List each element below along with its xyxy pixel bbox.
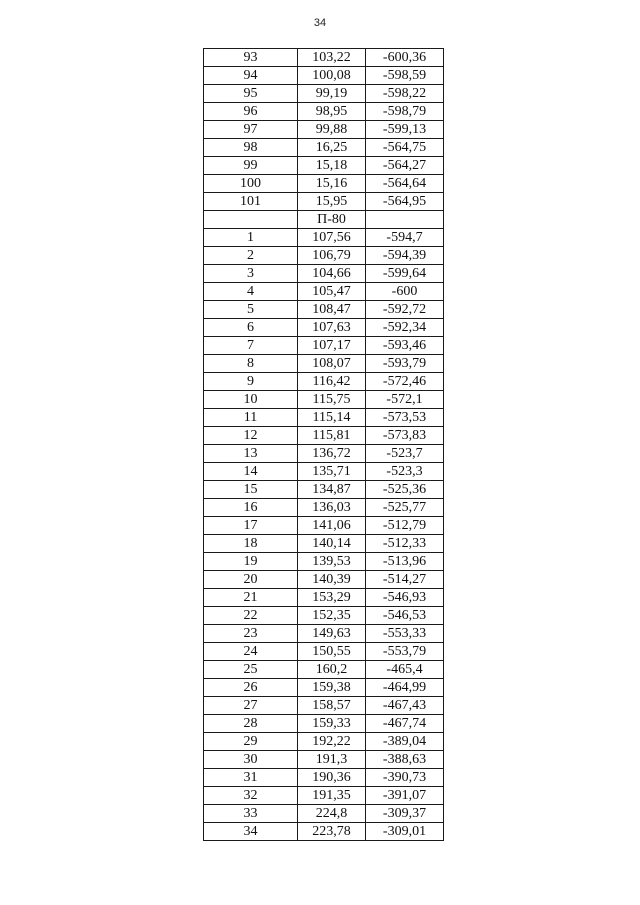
x-coordinate-cell: 107,56 xyxy=(298,229,366,247)
y-coordinate-cell: -594,39 xyxy=(366,247,444,265)
y-coordinate-cell: -564,95 xyxy=(366,193,444,211)
page-number: 34 xyxy=(313,17,327,29)
table-row xyxy=(204,499,444,517)
point-number-cell: 5 xyxy=(204,301,298,319)
y-coordinate-cell: -389,04 xyxy=(366,733,444,751)
point-number-cell: 12 xyxy=(204,427,298,445)
y-coordinate-cell: -599,13 xyxy=(366,121,444,139)
table-row xyxy=(204,805,444,823)
table-row xyxy=(204,769,444,787)
x-coordinate-cell: 160,2 xyxy=(298,661,366,679)
y-coordinate-cell: -573,53 xyxy=(366,409,444,427)
table-row xyxy=(204,481,444,499)
point-number-cell: 8 xyxy=(204,355,298,373)
x-coordinate-cell: 103,22 xyxy=(298,49,366,67)
y-coordinate-cell: -592,72 xyxy=(366,301,444,319)
y-coordinate-cell: -592,34 xyxy=(366,319,444,337)
x-coordinate-cell: 16,25 xyxy=(298,139,366,157)
x-coordinate-cell: 159,33 xyxy=(298,715,366,733)
y-coordinate-cell: -598,22 xyxy=(366,85,444,103)
table-row xyxy=(204,697,444,715)
x-coordinate-cell: 192,22 xyxy=(298,733,366,751)
x-coordinate-cell: 99,88 xyxy=(298,121,366,139)
table-row xyxy=(204,229,444,247)
table-row xyxy=(204,193,444,211)
y-coordinate-cell: -391,07 xyxy=(366,787,444,805)
table-row xyxy=(204,121,444,139)
table-row xyxy=(204,661,444,679)
point-number-cell: 95 xyxy=(204,85,298,103)
y-coordinate-cell: -572,1 xyxy=(366,391,444,409)
point-number-cell: 93 xyxy=(204,49,298,67)
table-row xyxy=(204,751,444,769)
y-coordinate-cell: -514,27 xyxy=(366,571,444,589)
coordinates-table-body xyxy=(204,49,444,841)
x-coordinate-cell: 223,78 xyxy=(298,823,366,841)
table-row xyxy=(204,67,444,85)
x-coordinate-cell: 99,19 xyxy=(298,85,366,103)
y-coordinate-cell: -593,46 xyxy=(366,337,444,355)
x-coordinate-cell: 139,53 xyxy=(298,553,366,571)
y-coordinate-cell: -553,79 xyxy=(366,643,444,661)
y-coordinate-cell: -467,43 xyxy=(366,697,444,715)
table-row xyxy=(204,103,444,121)
table-row xyxy=(204,427,444,445)
coordinates-table xyxy=(203,48,444,841)
x-coordinate-cell: 116,42 xyxy=(298,373,366,391)
y-coordinate-cell: -512,79 xyxy=(366,517,444,535)
section-header-blank-cell xyxy=(366,211,444,229)
x-coordinate-cell: 224,8 xyxy=(298,805,366,823)
x-coordinate-cell: 108,07 xyxy=(298,355,366,373)
x-coordinate-cell: 140,39 xyxy=(298,571,366,589)
point-number-cell: 29 xyxy=(204,733,298,751)
x-coordinate-cell: 140,14 xyxy=(298,535,366,553)
point-number-cell: 96 xyxy=(204,103,298,121)
table-row xyxy=(204,247,444,265)
point-number-cell: 27 xyxy=(204,697,298,715)
point-number-cell: 13 xyxy=(204,445,298,463)
table-row xyxy=(204,49,444,67)
point-number-cell: 23 xyxy=(204,625,298,643)
y-coordinate-cell: -598,79 xyxy=(366,103,444,121)
point-number-cell: 28 xyxy=(204,715,298,733)
section-header-row xyxy=(204,211,444,229)
point-number-cell: 99 xyxy=(204,157,298,175)
point-number-cell: 2 xyxy=(204,247,298,265)
y-coordinate-cell: -525,36 xyxy=(366,481,444,499)
table-row xyxy=(204,625,444,643)
table-row xyxy=(204,787,444,805)
y-coordinate-cell: -599,64 xyxy=(366,265,444,283)
x-coordinate-cell: 136,72 xyxy=(298,445,366,463)
point-number-cell: 18 xyxy=(204,535,298,553)
x-coordinate-cell: 134,87 xyxy=(298,481,366,499)
point-number-cell: 4 xyxy=(204,283,298,301)
x-coordinate-cell: 152,35 xyxy=(298,607,366,625)
point-number-cell: 6 xyxy=(204,319,298,337)
y-coordinate-cell: -390,73 xyxy=(366,769,444,787)
table-row xyxy=(204,337,444,355)
point-number-cell: 30 xyxy=(204,751,298,769)
y-coordinate-cell: -464,99 xyxy=(366,679,444,697)
x-coordinate-cell: 135,71 xyxy=(298,463,366,481)
y-coordinate-cell: -546,53 xyxy=(366,607,444,625)
point-number-cell: 100 xyxy=(204,175,298,193)
x-coordinate-cell: 150,55 xyxy=(298,643,366,661)
table-row xyxy=(204,265,444,283)
y-coordinate-cell: -546,93 xyxy=(366,589,444,607)
x-coordinate-cell: 191,35 xyxy=(298,787,366,805)
x-coordinate-cell: 115,14 xyxy=(298,409,366,427)
x-coordinate-cell: 136,03 xyxy=(298,499,366,517)
table-row xyxy=(204,319,444,337)
table-row xyxy=(204,301,444,319)
table-row xyxy=(204,283,444,301)
x-coordinate-cell: 115,75 xyxy=(298,391,366,409)
point-number-cell: 26 xyxy=(204,679,298,697)
table-row xyxy=(204,355,444,373)
y-coordinate-cell: -564,27 xyxy=(366,157,444,175)
x-coordinate-cell: 190,36 xyxy=(298,769,366,787)
point-number-cell: 21 xyxy=(204,589,298,607)
table-row xyxy=(204,715,444,733)
point-number-cell: 20 xyxy=(204,571,298,589)
point-number-cell: 17 xyxy=(204,517,298,535)
x-coordinate-cell: 159,38 xyxy=(298,679,366,697)
table-row xyxy=(204,571,444,589)
point-number-cell: 33 xyxy=(204,805,298,823)
y-coordinate-cell: -523,3 xyxy=(366,463,444,481)
x-coordinate-cell: 98,95 xyxy=(298,103,366,121)
point-number-cell: 10 xyxy=(204,391,298,409)
point-number-cell: 101 xyxy=(204,193,298,211)
table-row xyxy=(204,139,444,157)
table-row xyxy=(204,679,444,697)
point-number-cell: 11 xyxy=(204,409,298,427)
point-number-cell: 32 xyxy=(204,787,298,805)
y-coordinate-cell: -598,59 xyxy=(366,67,444,85)
point-number-cell: 25 xyxy=(204,661,298,679)
y-coordinate-cell: -572,46 xyxy=(366,373,444,391)
table-row xyxy=(204,589,444,607)
table-row xyxy=(204,175,444,193)
point-number-cell: 24 xyxy=(204,643,298,661)
y-coordinate-cell: -523,7 xyxy=(366,445,444,463)
point-number-cell: 14 xyxy=(204,463,298,481)
point-number-cell: 98 xyxy=(204,139,298,157)
point-number-cell: 19 xyxy=(204,553,298,571)
table-row xyxy=(204,607,444,625)
point-number-cell: 15 xyxy=(204,481,298,499)
y-coordinate-cell: -573,83 xyxy=(366,427,444,445)
point-number-cell: 31 xyxy=(204,769,298,787)
y-coordinate-cell: -467,74 xyxy=(366,715,444,733)
x-coordinate-cell: 115,81 xyxy=(298,427,366,445)
table-row xyxy=(204,409,444,427)
point-number-cell: 1 xyxy=(204,229,298,247)
y-coordinate-cell: -388,63 xyxy=(366,751,444,769)
x-coordinate-cell: 149,63 xyxy=(298,625,366,643)
table-row xyxy=(204,823,444,841)
y-coordinate-cell: -594,7 xyxy=(366,229,444,247)
table-row xyxy=(204,517,444,535)
table-row xyxy=(204,391,444,409)
y-coordinate-cell: -513,96 xyxy=(366,553,444,571)
point-number-cell: 3 xyxy=(204,265,298,283)
x-coordinate-cell: 108,47 xyxy=(298,301,366,319)
y-coordinate-cell: -600,36 xyxy=(366,49,444,67)
x-coordinate-cell: 15,95 xyxy=(298,193,366,211)
x-coordinate-cell: 106,79 xyxy=(298,247,366,265)
section-header-label: П-80 xyxy=(298,211,366,229)
y-coordinate-cell: -553,33 xyxy=(366,625,444,643)
x-coordinate-cell: 191,3 xyxy=(298,751,366,769)
x-coordinate-cell: 141,06 xyxy=(298,517,366,535)
point-number-cell: 34 xyxy=(204,823,298,841)
table-row xyxy=(204,535,444,553)
table-row xyxy=(204,733,444,751)
table-row xyxy=(204,553,444,571)
x-coordinate-cell: 104,66 xyxy=(298,265,366,283)
x-coordinate-cell: 15,16 xyxy=(298,175,366,193)
y-coordinate-cell: -564,64 xyxy=(366,175,444,193)
x-coordinate-cell: 153,29 xyxy=(298,589,366,607)
table-row xyxy=(204,85,444,103)
section-header-blank-cell xyxy=(204,211,298,229)
x-coordinate-cell: 158,57 xyxy=(298,697,366,715)
point-number-cell: 7 xyxy=(204,337,298,355)
y-coordinate-cell: -309,37 xyxy=(366,805,444,823)
table-row xyxy=(204,157,444,175)
y-coordinate-cell: -600 xyxy=(366,283,444,301)
y-coordinate-cell: -512,33 xyxy=(366,535,444,553)
table-row xyxy=(204,643,444,661)
x-coordinate-cell: 107,17 xyxy=(298,337,366,355)
point-number-cell: 16 xyxy=(204,499,298,517)
y-coordinate-cell: -465,4 xyxy=(366,661,444,679)
table-row xyxy=(204,463,444,481)
table-row xyxy=(204,373,444,391)
x-coordinate-cell: 100,08 xyxy=(298,67,366,85)
y-coordinate-cell: -525,77 xyxy=(366,499,444,517)
x-coordinate-cell: 105,47 xyxy=(298,283,366,301)
y-coordinate-cell: -309,01 xyxy=(366,823,444,841)
point-number-cell: 22 xyxy=(204,607,298,625)
point-number-cell: 94 xyxy=(204,67,298,85)
y-coordinate-cell: -564,75 xyxy=(366,139,444,157)
point-number-cell: 97 xyxy=(204,121,298,139)
x-coordinate-cell: 15,18 xyxy=(298,157,366,175)
table-row xyxy=(204,445,444,463)
y-coordinate-cell: -593,79 xyxy=(366,355,444,373)
x-coordinate-cell: 107,63 xyxy=(298,319,366,337)
point-number-cell: 9 xyxy=(204,373,298,391)
